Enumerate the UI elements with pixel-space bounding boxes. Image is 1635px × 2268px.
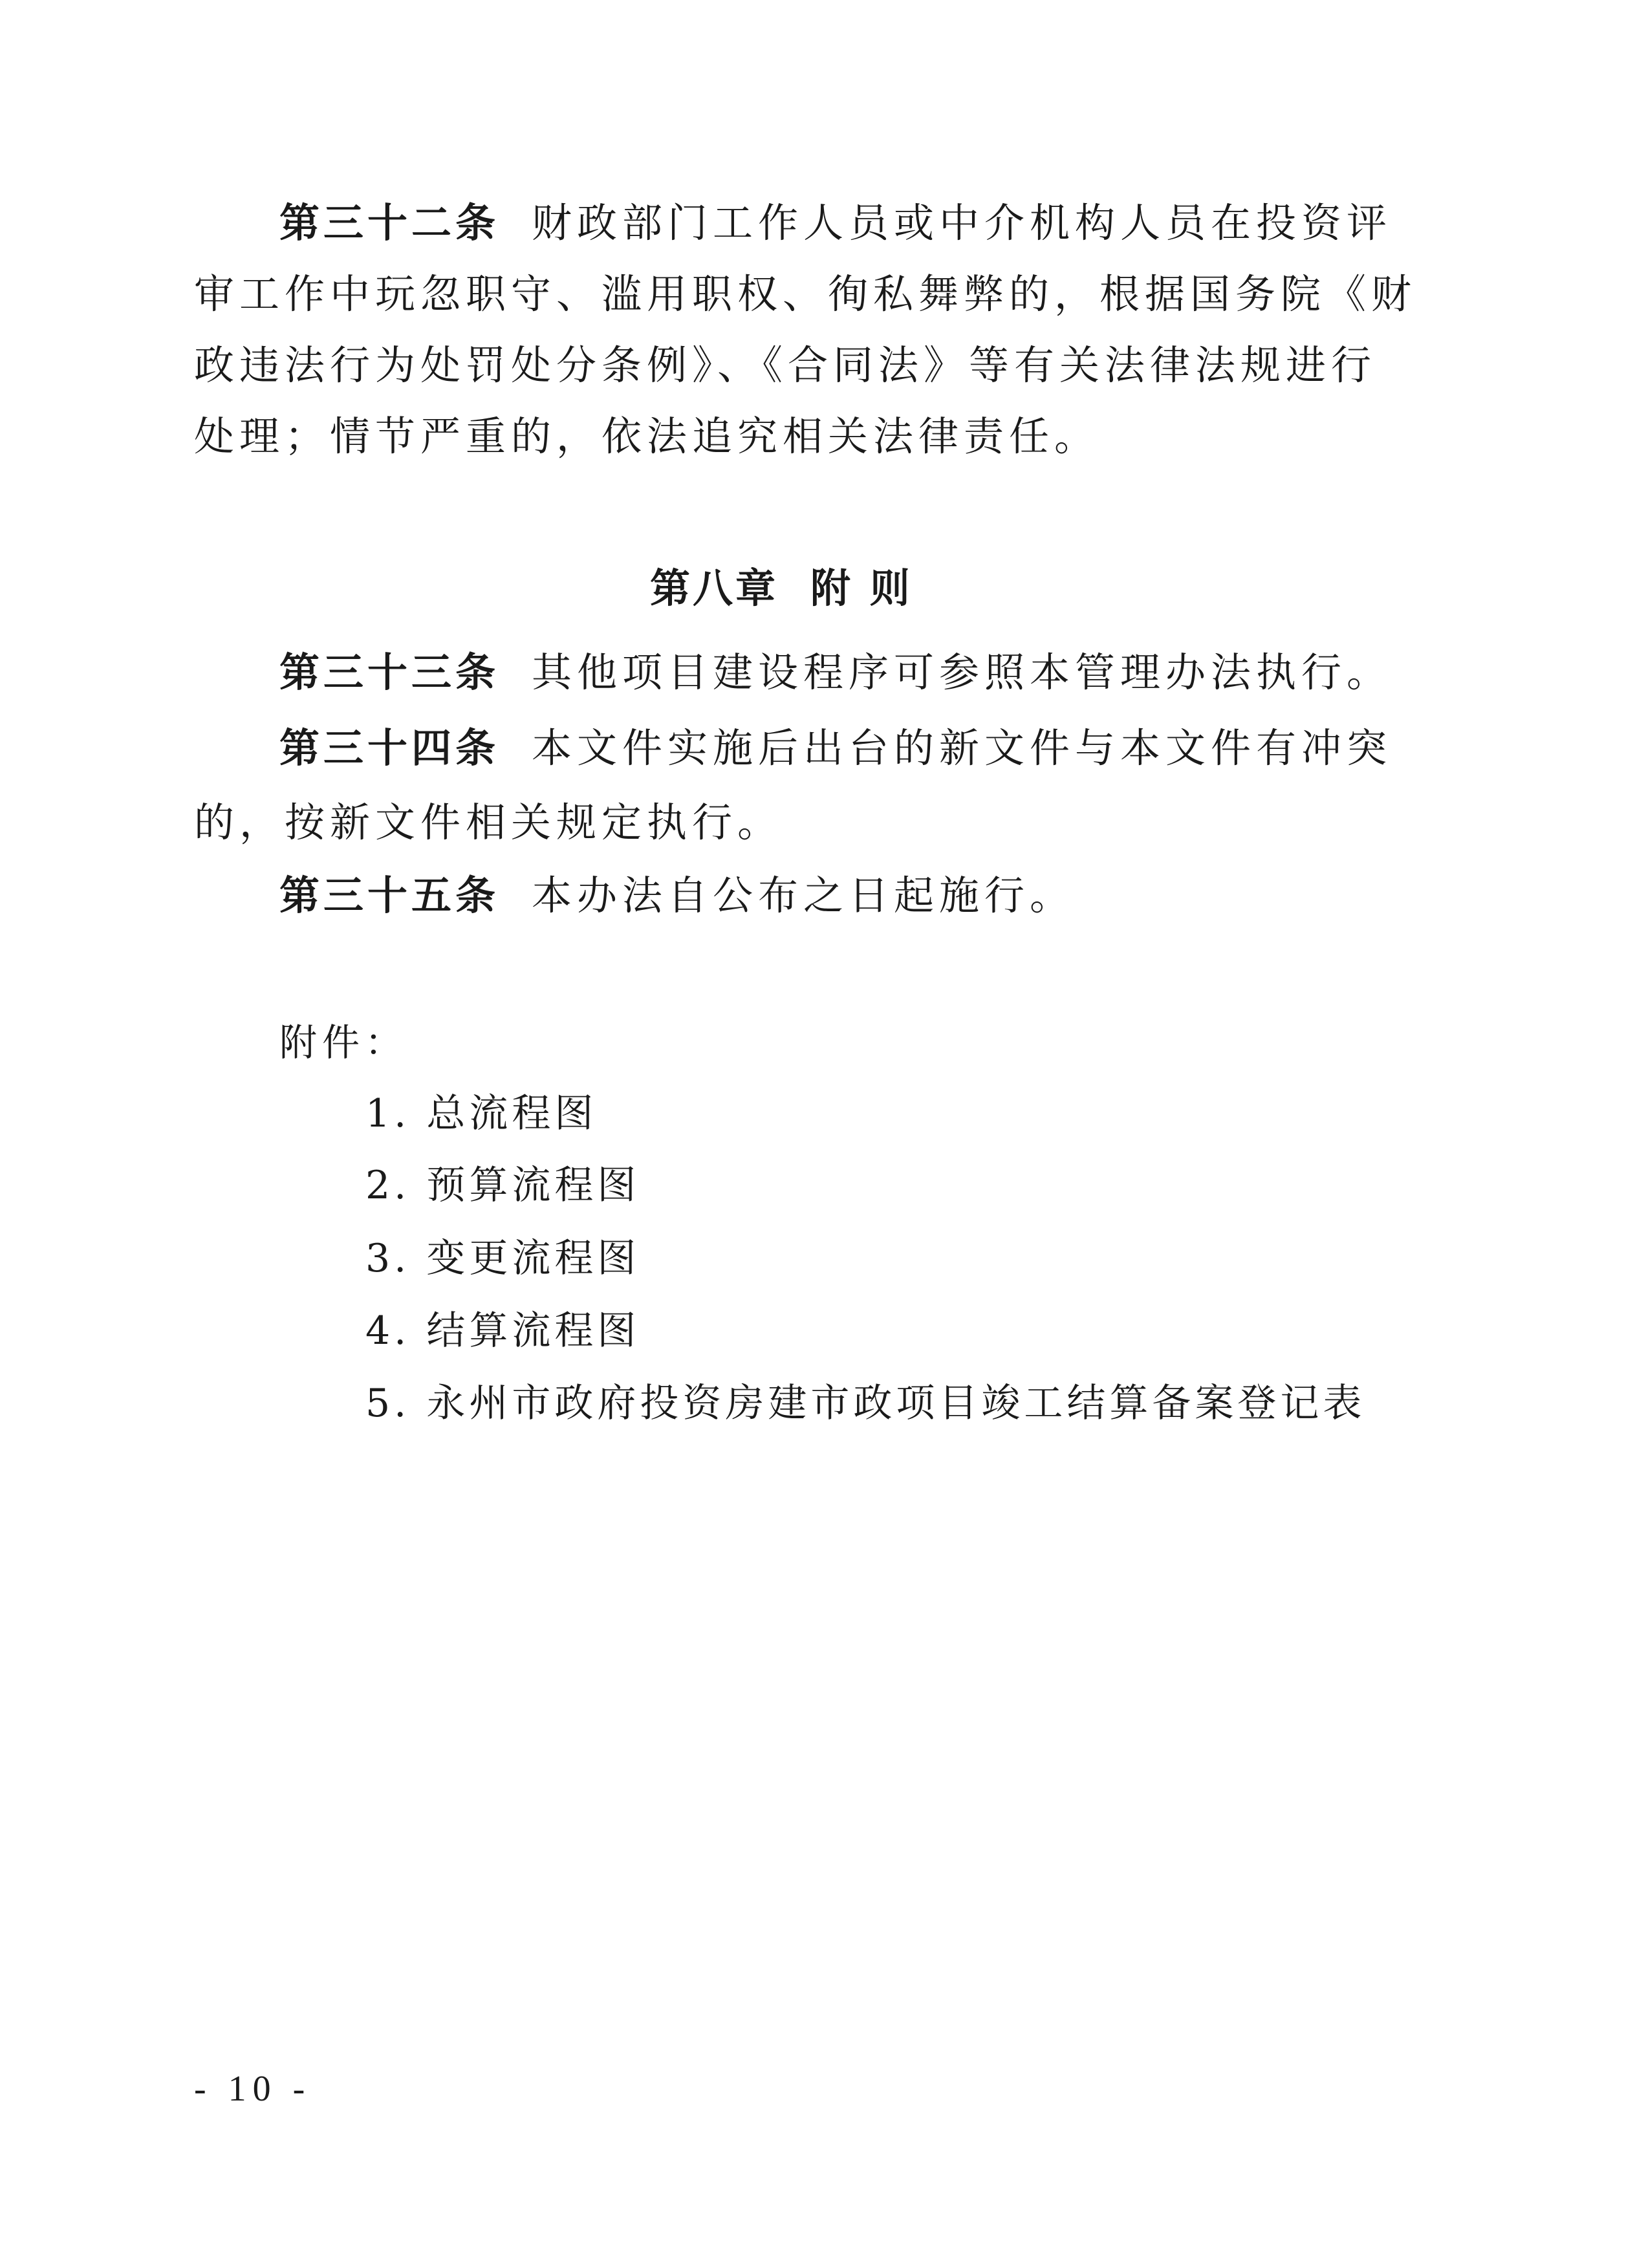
article-32-line-2: 审工作中玩忽职守、滥用职权、徇私舞弊的，根据国务院《财 xyxy=(194,270,1417,318)
attachment-item: 1. 总流程图 xyxy=(365,1091,598,1136)
article-34-line-2: 的，按新文件相关规定执行。 xyxy=(194,799,783,846)
article-32-line-4: 处理；情节严重的，依法追究相关法律责任。 xyxy=(194,413,1100,460)
article-34-text-1: 本文件实施后出台的新文件与本文件有冲突 xyxy=(532,724,1392,772)
article-33-line xyxy=(279,647,1392,698)
attachment-item: 4. 结算流程图 xyxy=(365,1308,640,1354)
attachment-item: 2. 预算流程图 xyxy=(365,1163,640,1208)
attachment-item: 5. 永州市政府投资房建市政项目竣工结算备案登记表 xyxy=(365,1381,1366,1426)
article-32-label: 第三十二条 xyxy=(279,199,500,246)
chapter-title: 附 则 xyxy=(810,565,913,612)
article-35-line xyxy=(279,870,1075,922)
article-35-label: 第三十五条 xyxy=(279,872,500,919)
article-33-text: 其他项目建设程序可参照本管理办法执行。 xyxy=(532,649,1392,696)
article-32-line-1 xyxy=(279,197,1392,249)
page-number: - 10 - xyxy=(194,2069,312,2109)
article-33-label: 第三十三条 xyxy=(279,649,500,696)
article-32-line-3: 政违法行为处罚处分条例》、《合同法》等有关法律法规进行 xyxy=(194,341,1377,389)
attachments-label: 附件： xyxy=(279,1021,408,1064)
article-35-text: 本办法自公布之日起施行。 xyxy=(532,872,1076,919)
chapter-number: 第八章 xyxy=(650,565,779,612)
article-34-line-1 xyxy=(279,722,1392,774)
chapter-heading xyxy=(650,563,913,614)
article-34-label: 第三十四条 xyxy=(279,724,500,772)
article-32-text-1: 财政部门工作人员或中介机构人员在投资评 xyxy=(532,199,1392,246)
attachment-item: 3. 变更流程图 xyxy=(365,1236,640,1281)
